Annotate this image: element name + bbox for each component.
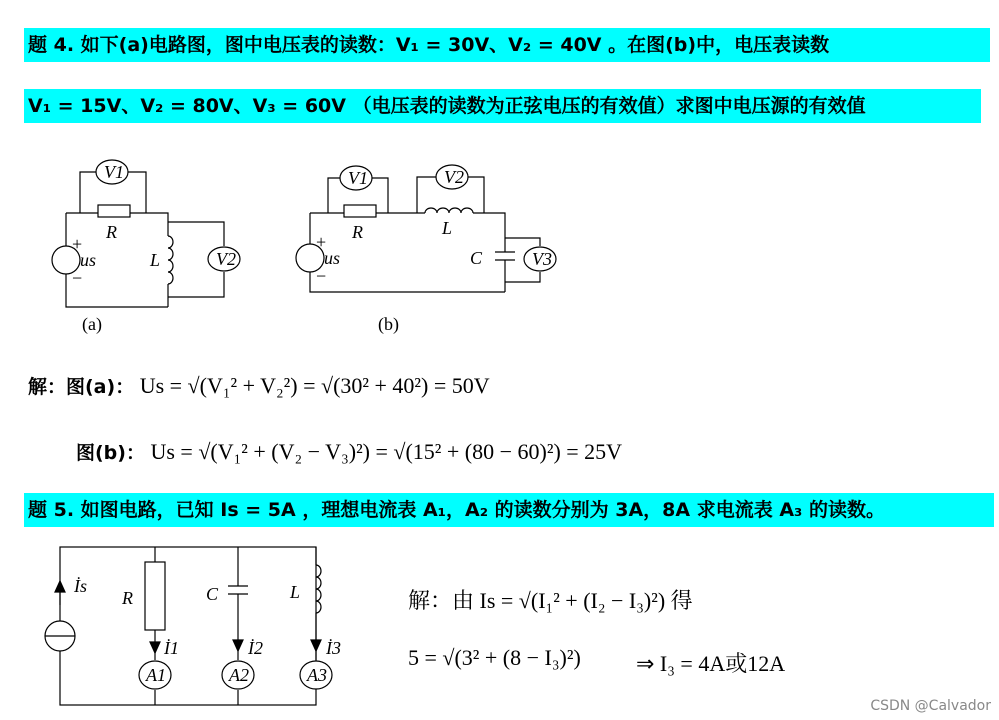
label-b-v2: V2 [444, 167, 464, 187]
resistor-a [98, 205, 130, 217]
caption-a: (a) [82, 314, 102, 334]
label-a-v2: V2 [216, 249, 236, 269]
resistor-b [344, 205, 376, 217]
label-5-i1: İ1 [164, 638, 179, 658]
label-5-r: R [122, 588, 133, 608]
label-b-c: C [470, 248, 483, 268]
problem4-line2: V₁ = 15V、V₂ = 80V、V₃ = 60V （电压表的读数为正弦电压的有效值）求图中电压源的有效值 [24, 89, 981, 123]
label-5-l: L [290, 582, 301, 602]
label-b-l: L [442, 218, 453, 238]
label-b-us: us [324, 248, 341, 268]
circuit-5 [45, 547, 332, 705]
label-b-minus: − [316, 266, 327, 286]
label-5-i2: İ2 [248, 638, 263, 658]
circuit-b [296, 165, 556, 292]
solution4-a-formula: Us = √(V₁² + V₂²) = √(30² + 40²) = 50V [139, 373, 490, 398]
solution4-b-prefix: 图(b)： [76, 442, 145, 464]
problem5-line: 题 5. 如图电路，已知 Is = 5A ，理想电流表 A₁，A₂ 的读数分别为 3A，8A 求电流表 A₃ 的读数。 [24, 493, 994, 527]
solution5-line1: 解：由 Is = √(I₁² + (I₂ − I₃)²) 得 [408, 588, 693, 613]
problem4-line1: 题 4. 如下(a)电路图，图中电压表的读数：V₁ = 30V、V₂ = 40V 。在图(b)中，电压表读数 [24, 28, 990, 62]
solution4-a-prefix: 解：图(a)： [28, 376, 135, 398]
label-b-r: R [352, 222, 363, 242]
label-a-l: L [150, 250, 161, 270]
solution5-line2: 5 = √(3² + (8 − I₃)²) [408, 645, 581, 670]
solution4-b [76, 438, 622, 465]
solution4-a [28, 372, 490, 399]
label-b-v3: V3 [532, 249, 552, 269]
inductor-5 [316, 565, 321, 613]
label-5-i3: İ3 [326, 638, 341, 658]
label-5-a3: A3 [307, 665, 327, 685]
resistor-5 [145, 562, 165, 630]
caption-b: (b) [378, 314, 399, 334]
label-a-r: R [106, 222, 117, 242]
label-a-minus: − [72, 268, 83, 288]
label-b-v1: V1 [348, 168, 368, 188]
label-a-v1: V1 [104, 162, 124, 182]
inductor-a [168, 236, 173, 284]
label-a-us: us [80, 250, 97, 270]
label-a-plus: + [72, 234, 83, 254]
inductor-b [425, 208, 473, 213]
watermark: CSDN @Calvador [870, 698, 991, 714]
label-5-is: İs [74, 576, 87, 596]
label-5-c: C [206, 584, 219, 604]
label-b-plus: + [316, 232, 327, 252]
solution4-b-formula: Us = √(V₁² + (V₂ − V₃)²) = √(15² + (80 − 60)²) = 25V [150, 439, 623, 464]
label-5-a2: A2 [229, 665, 249, 685]
solution5-line3: ⇒ I₃ = 4A或12A [636, 651, 786, 676]
label-5-a1: A1 [146, 665, 166, 685]
